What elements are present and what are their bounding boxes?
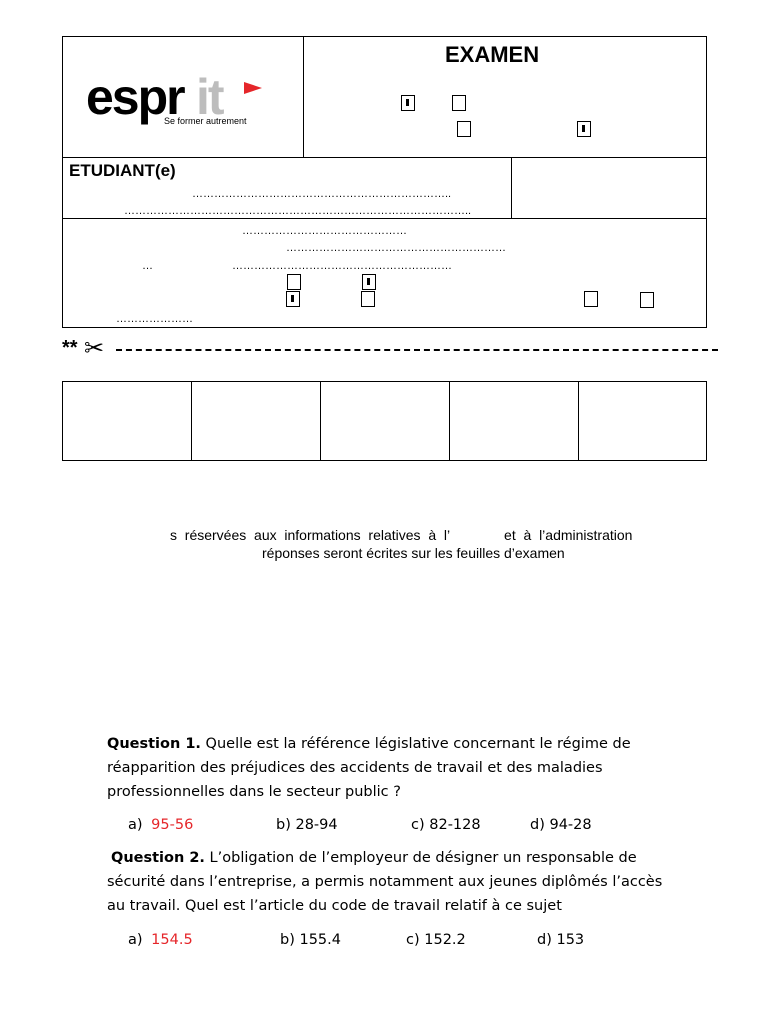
grade-cell-4 <box>449 381 579 461</box>
q2-option-a-prefix: a) <box>128 932 143 948</box>
notice-line-2: réponses seront écrites sur les feuilles d’examen <box>262 545 565 561</box>
q1-option-a-value: 95-56 <box>151 817 194 833</box>
details-field-3a[interactable]: … <box>142 260 153 272</box>
cut-line <box>116 349 718 351</box>
student-id-field[interactable]: ………………………………………………………………………………….. <box>124 205 472 217</box>
q2-option-d[interactable]: d) 153 <box>537 932 585 948</box>
question-1-text-1: Quelle est la référence législative concernant le régime de <box>200 736 631 752</box>
details-field-3b[interactable]: …………………………………………………… <box>232 260 452 272</box>
question-1-line-3: professionnelles dans le secteur public ? <box>107 784 401 800</box>
question-2-text-1: L’obligation de l’employeur de désigner un responsable de <box>204 850 637 866</box>
student-name-field[interactable]: …………………………………………………………….. <box>192 188 452 200</box>
q1-option-d[interactable]: d) 94-28 <box>530 817 592 833</box>
exam-checkbox-1[interactable] <box>401 95 415 111</box>
details-field-4[interactable]: ………………… <box>116 313 193 325</box>
cut-stars: ** <box>62 337 78 359</box>
exam-title: EXAMEN <box>445 42 540 67</box>
question-1-number: Question 1. <box>107 736 201 752</box>
q2-option-a[interactable] <box>128 932 193 948</box>
details-checkbox-3[interactable] <box>362 274 376 290</box>
exam-checkbox-3[interactable] <box>457 121 471 137</box>
q1-option-b[interactable]: b) 28-94 <box>276 817 338 833</box>
exam-checkbox-4[interactable] <box>577 121 591 137</box>
question-1 <box>107 732 707 804</box>
question-2-number: Question 2. <box>111 850 205 866</box>
svg-text:espr: espr <box>86 74 184 125</box>
grade-cell-2 <box>191 381 321 461</box>
question-2-line-3: au travail. Quel est l’article du code de travail relatif à ce sujet <box>107 898 562 914</box>
q2-option-a-value: 154.5 <box>151 932 193 948</box>
question-2-line-2: sécurité dans l’entreprise, a permis notamment aux jeunes diplômés l’accès <box>107 874 663 890</box>
grade-cell-3 <box>320 381 450 461</box>
student-label: ETUDIANT(e) <box>69 161 176 180</box>
scissors-icon: ✂ <box>84 334 105 362</box>
notice-line-1: s réservées aux informations relatives à l’ et à l’administration <box>170 527 633 543</box>
q1-option-c[interactable]: c) 82-128 <box>411 817 481 833</box>
question-2-line-1 <box>107 846 717 870</box>
question-1-line-2: réapparition des préjudices des accidents de travail et des maladies <box>107 760 603 776</box>
student-side-cell <box>511 157 707 219</box>
question-1-line-1 <box>107 732 707 756</box>
grade-cell-1 <box>62 381 192 461</box>
svg-text:it: it <box>196 74 223 125</box>
q2-option-c[interactable]: c) 152.2 <box>406 932 466 948</box>
details-checkbox-5[interactable] <box>584 291 598 307</box>
q2-option-b[interactable]: b) 155.4 <box>280 932 341 948</box>
details-field-1[interactable]: ……………………………………… <box>242 225 407 237</box>
details-checkbox-6[interactable] <box>640 292 654 308</box>
details-checkbox-1[interactable] <box>287 274 301 290</box>
details-field-2[interactable]: …………………………………………………… <box>286 242 506 254</box>
logo-tagline: Se former autrement <box>164 116 247 126</box>
grade-cell-5 <box>578 381 707 461</box>
question-2 <box>107 846 717 918</box>
exam-checkbox-2[interactable] <box>452 95 466 111</box>
details-checkbox-4[interactable] <box>361 291 375 307</box>
q1-option-a[interactable] <box>128 817 193 833</box>
q1-option-a-prefix: a) <box>128 817 143 833</box>
details-checkbox-2[interactable] <box>286 291 300 307</box>
